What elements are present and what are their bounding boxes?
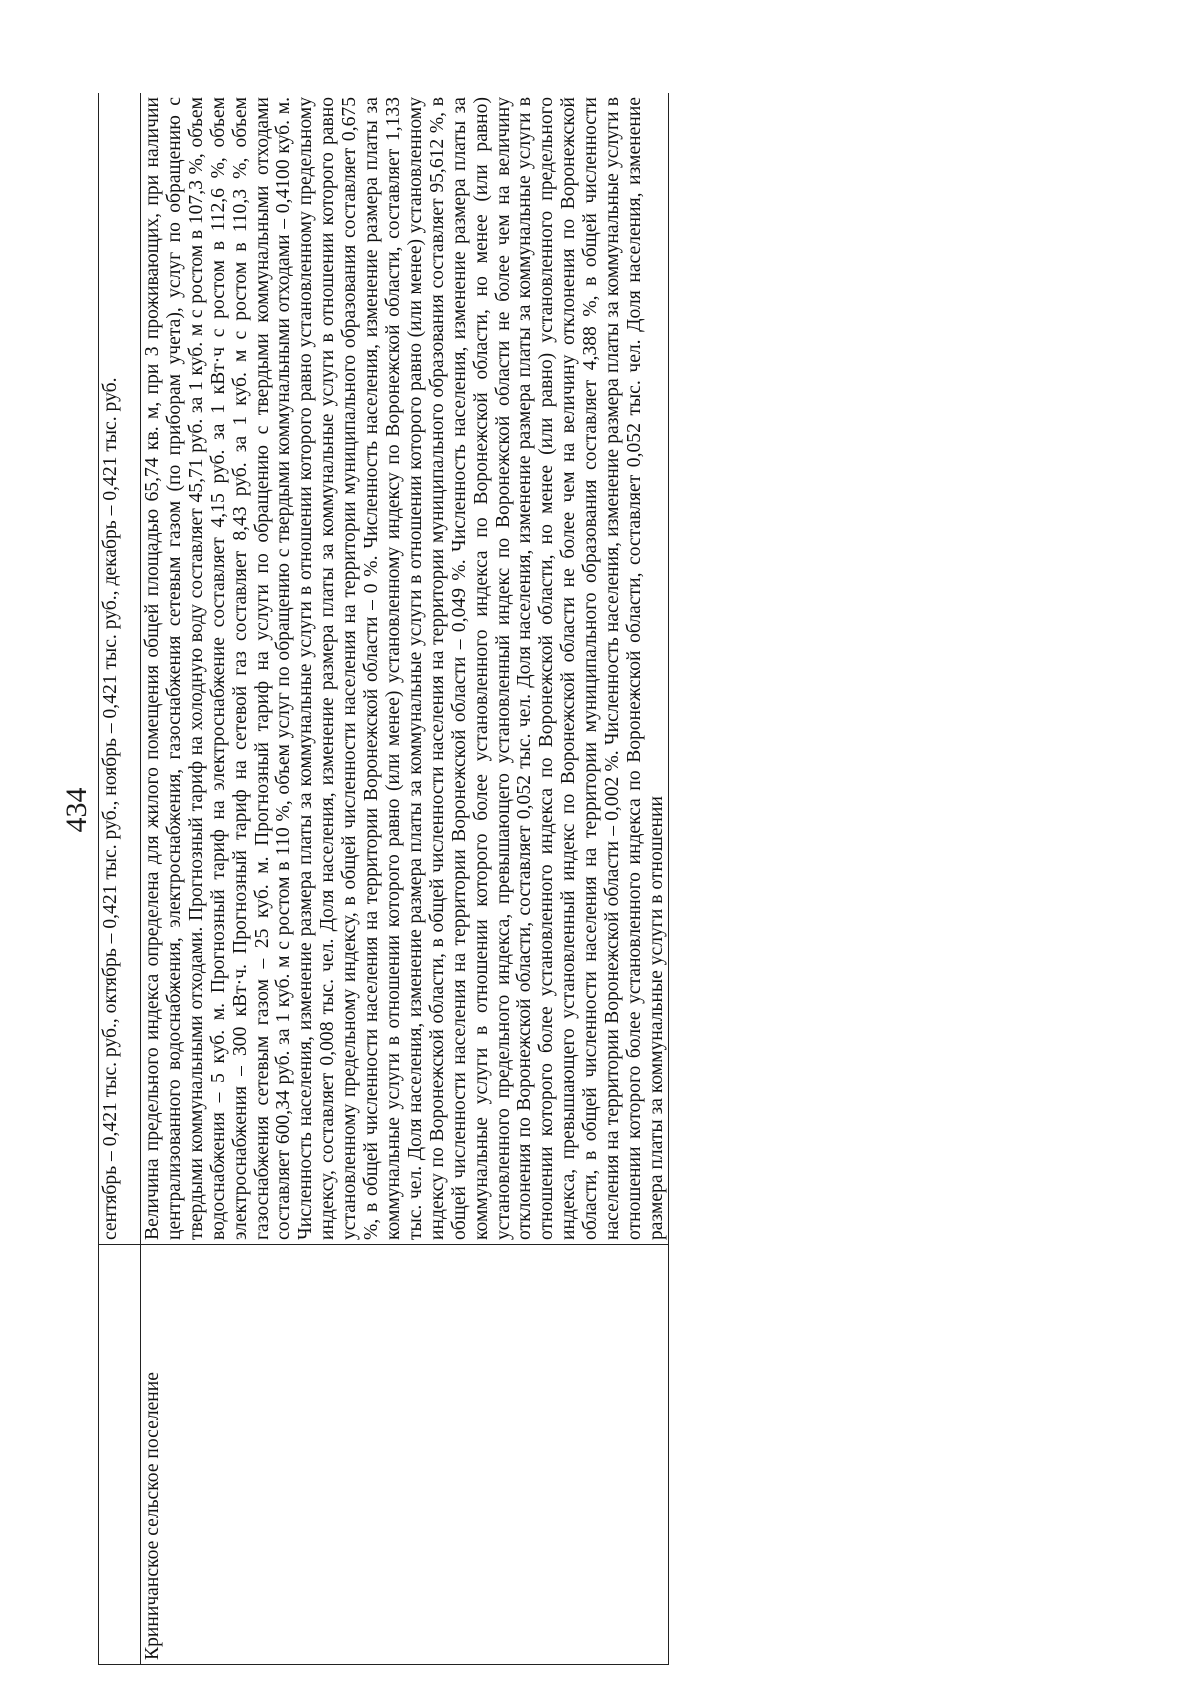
description-cell: Величина предельного индекса определена для жилого помещения общей площадью 65,74 кв. м, при 3 проживающих, при наличии централизованного водоснабжения, электроснабжения, газоснабжения сетевым газом (по приборам учета), услуг по обращению с твердыми коммунальными отходами. Прогнозный тариф на холодную воду составляет 45,71 руб. за 1 куб. м с ростом в 107,3 %, объем водоснабжения – 5 куб. м. Прогнозный тариф на электроснабжение составляет 4,15 руб. за 1 кВт·ч с ростом в 112,6 %, объем электроснабжения – 300 кВт·ч. Прогнозный тариф на сетевой газ составляет 8,43 руб. за 1 куб. м с ростом в 110,3 %, объем газоснабжения сетевым газом – 25 куб. м. Прогнозный тариф на услуги по обращению с твердыми коммунальными отходами составляет 600,34 руб. за 1 куб. м с ростом в 110 %, объем услуг по обращению с твердыми коммунальными отходами – 0,4100 куб. м. Численность населения, изменение размера платы за коммунальные услуги в отношении которого равно установленному предельному индексу, составляет 0,008 тыс. чел. Доля населения, изменение размера платы за коммунальные услуги в отношении которого равно установленному предельному индексу, в общей численности населения на территории муниципального образования составляет 0,675 %, в общей численности населения на территории Воронежской области – 0 %. Численность населения, изменение размера платы за коммунальные услуги в отношении которого равно (или менее) установленному индексу по Воронежской области, составляет 1,133 тыс. чел. Доля населения, изменение размера платы за коммунальные услуги в отношении которого равно (или менее) установленному индексу по Воронежской области, в общей численности населения на территории муниципального образования составляет 95,612 %, в общей численности населения на территории Воронежской области – 0,049 %. Численность населения, изменение размера платы за коммунальные услуги в отношении которого более установленного индекса по Воронежской области, но менее (или равно) установленного предельного индекса, превышающего установленный индекс по Воронежской области не более чем на величину отклонения по Воронежской области, составляет 0,052 тыс. чел. Доля населения, изменение размера платы за коммунальные услуги в отношении которого более установленного индекса по Воронежской области, но менее (или равно) установленного предельного индекса, превышающего установленный индекс по Воронежской области не более чем на величину отклонения по Воронежской области, в общей численности населения на территории муниципального образования составляет 4,388 %, в общей численности населения на территории Воронежской области – 0,002 %. Численность населения, изменение размера платы за коммунальные услуги в отношении которого более установленного индекса по Воронежской области, составляет 0,052 тыс. чел. Доля населения, изменение размера платы за коммунальные услуги в отношении (141, 93, 669, 1245)
description-cell: сентябрь – 0,421 тыс. руб., октябрь – 0,421 тыс. руб., ноябрь – 0,421 тыс. руб., декабрь – 0,421 тыс. руб. (99, 93, 141, 1245)
table-row (141, 93, 669, 1665)
data-table (98, 93, 669, 1665)
settlement-name-cell: Криничанское сельское поселение (141, 1245, 669, 1665)
page-number: 434 (60, 787, 93, 833)
table-row (99, 93, 141, 1665)
rotated-page-frame (98, 93, 986, 1665)
settlement-name-cell (99, 1245, 141, 1665)
document-body (98, 93, 986, 1665)
